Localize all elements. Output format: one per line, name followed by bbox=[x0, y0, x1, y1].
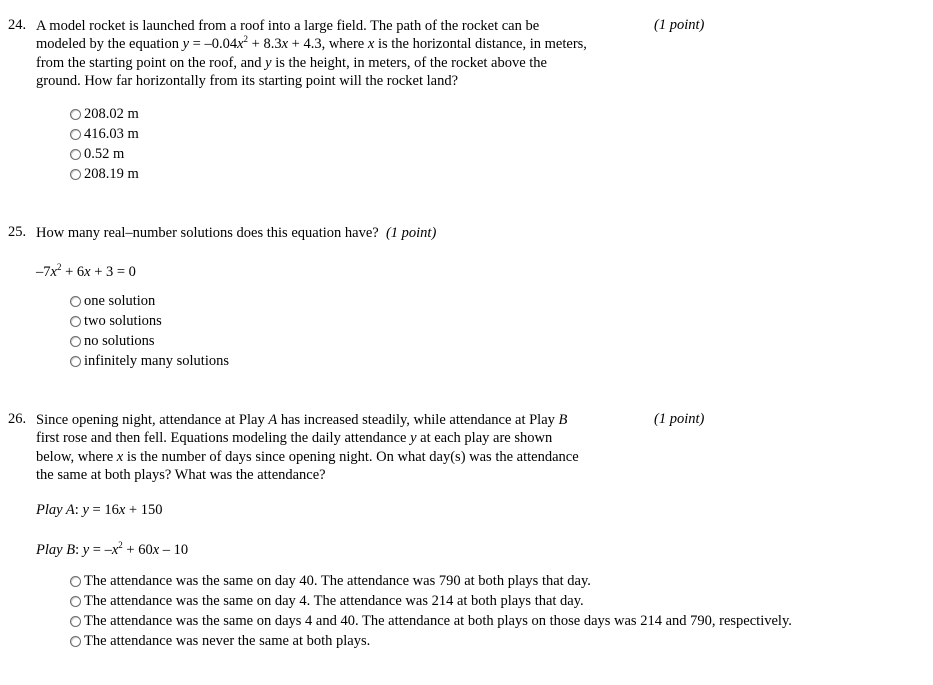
question-line: modeled by the equation $y = -0.04x^2 + 8.3x + 4.3$, where x is the horizontal distance, in meters, bbox=[36, 34, 587, 53]
question-line: A model rocket is launched from a roof into a large field. The path of the rocket can be bbox=[36, 18, 540, 34]
question-line: below, where x is the number of days since opening night. On what day(s) was the attendance bbox=[36, 448, 579, 465]
radio-button[interactable] bbox=[70, 616, 81, 627]
question-line: How many real–number solutions does this equation have? (1 point) bbox=[36, 225, 437, 241]
points-label: (1 point) bbox=[654, 17, 705, 33]
equation: $-7x^2 + 6x + 3 = 0$ bbox=[36, 262, 136, 280]
answer-choice-b[interactable]: The attendance was the same on day 4. The attendance was 214 at both plays that day. bbox=[70, 591, 792, 611]
answer-choice-c[interactable]: no solutions bbox=[70, 331, 229, 351]
radio-button[interactable] bbox=[70, 149, 81, 160]
answer-choice-c[interactable]: 0.52 m bbox=[70, 144, 139, 164]
answer-choice-b[interactable]: two solutions bbox=[70, 311, 229, 331]
radio-button[interactable] bbox=[70, 109, 81, 120]
question-text bbox=[36, 411, 579, 484]
question-number: 26. bbox=[8, 411, 27, 427]
radio-button[interactable] bbox=[70, 636, 81, 647]
answer-choice-d[interactable]: The attendance was never the same at both plays. bbox=[70, 631, 792, 651]
answer-choice-a[interactable]: one solution bbox=[70, 291, 229, 311]
answer-choices bbox=[70, 291, 229, 371]
answer-choices bbox=[70, 104, 139, 184]
points-label: (1 point) bbox=[385, 225, 437, 241]
answer-choice-a[interactable]: The attendance was the same on day 40. The attendance was 790 at both plays that day. bbox=[70, 571, 792, 591]
question-number: 25. bbox=[8, 224, 27, 240]
answer-choice-a[interactable]: 208.02 m bbox=[70, 104, 139, 124]
question-text bbox=[36, 17, 587, 90]
equation-play-b: Play B: $y = -x^2 + 60x - 10$ bbox=[36, 540, 189, 558]
answer-choice-b[interactable]: 416.03 m bbox=[70, 124, 139, 144]
radio-button[interactable] bbox=[70, 356, 81, 367]
radio-button[interactable] bbox=[70, 576, 81, 587]
answer-choice-d[interactable]: infinitely many solutions bbox=[70, 351, 229, 371]
question-line: the same at both plays? What was the attendance? bbox=[36, 466, 326, 483]
question-line: Since opening night, attendance at Play A has increased steadily, while attendance at Play B bbox=[36, 412, 568, 428]
points-label: (1 point) bbox=[654, 411, 705, 427]
equation-play-a: Play A: y = 16x + 150 bbox=[36, 502, 163, 518]
radio-button[interactable] bbox=[70, 336, 81, 347]
answer-choices bbox=[70, 571, 792, 651]
radio-button[interactable] bbox=[70, 316, 81, 327]
radio-button[interactable] bbox=[70, 129, 81, 140]
question-line: ground. How far horizontally from its starting point will the rocket land? bbox=[36, 72, 459, 89]
question-number: 24. bbox=[8, 17, 27, 33]
answer-choice-c[interactable]: The attendance was the same on days 4 and 40. The attendance at both plays on those days was 214 and 790, respectively. bbox=[70, 611, 792, 631]
question-line: first rose and then fell. Equations modeling the daily attendance y at each play are shown bbox=[36, 430, 553, 447]
radio-button[interactable] bbox=[70, 296, 81, 307]
answer-choice-d[interactable]: 208.19 m bbox=[70, 164, 139, 184]
question-line: from the starting point on the roof, and y is the height, in meters, of the rocket above the bbox=[36, 54, 547, 71]
radio-button[interactable] bbox=[70, 596, 81, 607]
radio-button[interactable] bbox=[70, 169, 81, 180]
question-text bbox=[36, 224, 436, 242]
